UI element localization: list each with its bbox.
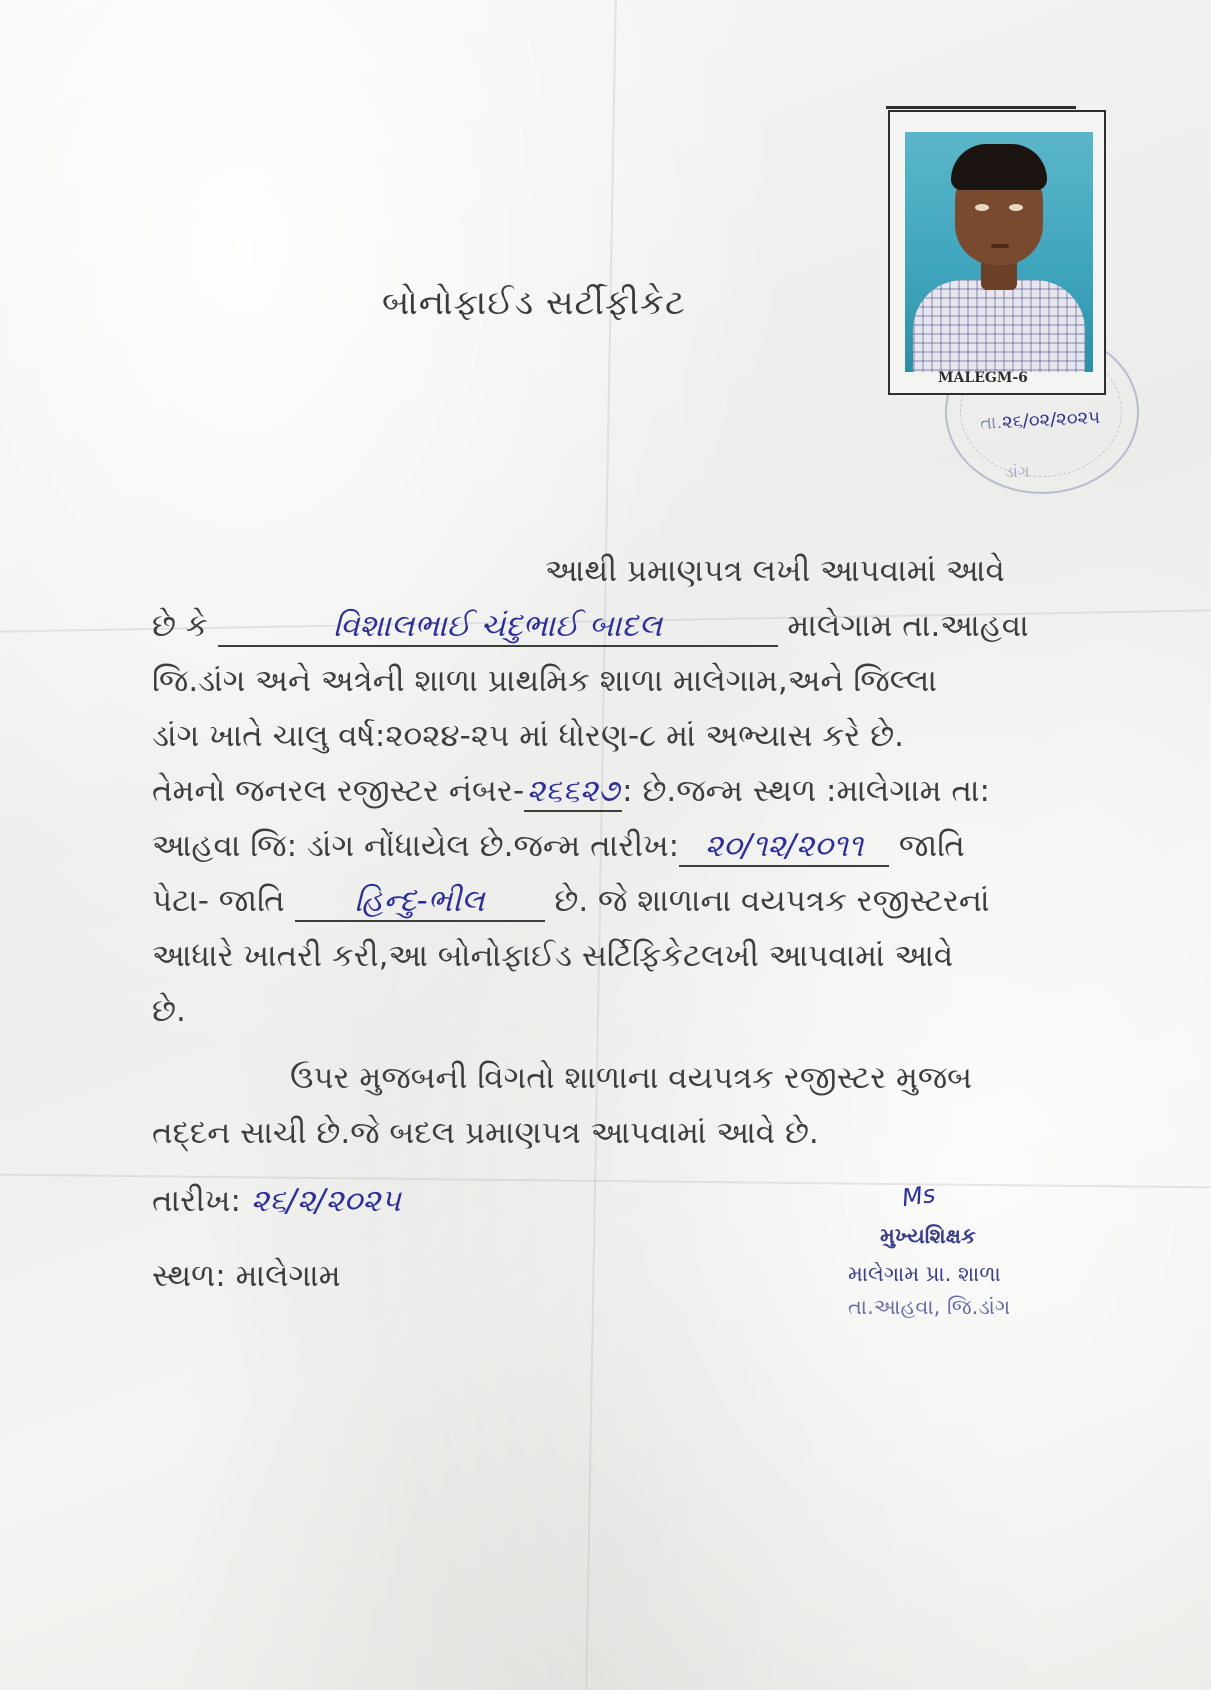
- issue-place: [152, 1258, 341, 1295]
- body-line-4: ડાંગ ખાતે ચાલુ વર્ષ:૨૦૨૪-૨૫ માં ધોરણ-૮ માં અભ્યાસ કરે છે.: [152, 718, 905, 754]
- stamp-date-value: ૨૬/૦૨/૨૦૨૫: [1001, 406, 1101, 433]
- seal-school: માલેગામ પ્રા. શાળા: [848, 1262, 1001, 1286]
- issue-date: [152, 1183, 401, 1220]
- body-line-2-post: માલેગામ તા.આહવા: [787, 608, 1029, 644]
- body-line-6: [152, 828, 965, 867]
- body-line-2-pre: છે કે: [152, 608, 208, 644]
- body-line-11: તદ્દન સાચી છે.જે બદલ પ્રમાણપત્ર આપવામાં આવે છે.: [152, 1115, 819, 1151]
- body-line-6-post: જાતિ: [898, 828, 965, 864]
- body-line-5: [152, 773, 990, 812]
- body-line-7-pre: પેટા- જાતિ: [152, 883, 285, 919]
- body-line-2: [152, 608, 1029, 647]
- certificate-title: બોનોફાઈડ સર્ટીફીકેટ: [382, 283, 686, 323]
- headmaster-signature: Ms: [900, 1179, 938, 1213]
- body-line-8: આધારે ખાતરી કરી,આ બોનોફાઈડ સર્ટિફિકેટલખી આપવામાં આવે: [152, 938, 954, 974]
- caste: હિન્દુ-ભીલ: [295, 883, 545, 922]
- body-line-6-pre: આહવા જિ: ડાંગ નોંધાયેલ છે.જન્મ તારીખ:: [152, 828, 680, 864]
- register-number: ૨૬૬૨૭: [524, 773, 622, 812]
- photo-caption: MALEGM-6: [938, 370, 1028, 386]
- stamp-district-text: ડાંગ: [1005, 462, 1030, 481]
- body-line-5-post: : છે.જન્મ સ્થળ :માલેગામ તા:: [622, 773, 990, 809]
- birth-date: ૨૦/૧૨/૨૦૧૧: [679, 828, 889, 867]
- issue-date-value: ૨૬/૨/૨૦૨૫: [250, 1183, 401, 1219]
- body-line-7: [152, 883, 990, 922]
- student-photo: [905, 132, 1093, 372]
- body-line-10: ઉપર મુજબની વિગતો શાળાના વયપત્રક રજીસ્ટર મુજબ: [290, 1060, 973, 1096]
- body-line-3: જિ.ડાંગ અને અત્રેની શાળા પ્રાથમિક શાળા માલેગામ,અને જિલ્લા: [152, 663, 937, 699]
- body-line-1: આથી પ્રમાણપત્ર લખી આપવામાં આવે: [545, 553, 1005, 589]
- issue-date-label: તારીખ:: [152, 1183, 241, 1219]
- issue-place-label: સ્થળ:: [152, 1258, 226, 1294]
- seal-role: મુખ્યશિક્ષક: [880, 1224, 976, 1248]
- body-line-5-pre: તેમનો જનરલ રજીસ્ટર નંબર-: [152, 773, 525, 809]
- student-name: વિશાલભાઈ ચંદુભાઈ બાદલ: [218, 608, 778, 647]
- issue-place-value: માલેગામ: [235, 1258, 341, 1294]
- body-line-7-post: છે. જે શાળાના વયપત્રક રજીસ્ટરનાં: [554, 883, 990, 919]
- body-line-9: છે.: [152, 993, 186, 1029]
- seal-location: તા.આહવા, જિ.ડાંગ: [848, 1295, 1011, 1319]
- stamp-date-prefix: તા.: [979, 412, 1003, 435]
- student-photo-frame: [888, 110, 1106, 395]
